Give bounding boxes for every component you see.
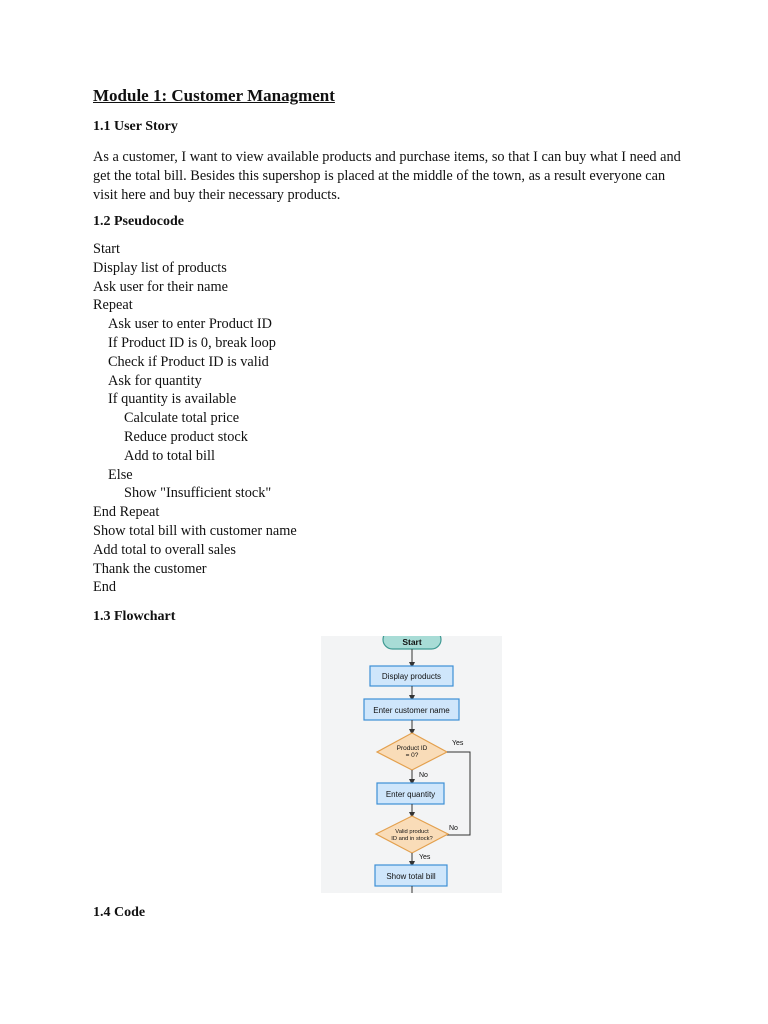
display-products-label: Display products (381, 672, 442, 681)
pseudocode-line: Ask user for their name (93, 278, 228, 295)
pseudocode-line: Thank the customer (93, 560, 207, 577)
pseudocode-line: Show "Insufficient stock" (124, 485, 272, 502)
pseudocode-line: End Repeat (93, 504, 160, 521)
pseudocode-line: Calculate total price (124, 410, 240, 427)
decision2-line1: Valid product (395, 829, 429, 835)
pseudocode-line: If Product ID is 0, break loop (108, 334, 276, 351)
yes2-label: Yes (419, 854, 431, 861)
flowchart-heading: 1.3 Flowchart (93, 609, 176, 624)
pseudocode-block (93, 240, 297, 597)
pseudocode-line: Start (93, 241, 121, 257)
pseudocode-line: Ask user to enter Product ID (108, 316, 272, 333)
pseudocode-line: Reduce product stock (124, 428, 248, 445)
pseudocode-line: Ask for quantity (108, 372, 202, 389)
no2-label: No (449, 825, 458, 832)
decision1-line1: Product ID (396, 745, 428, 752)
no1-label: No (419, 772, 428, 779)
pseudocode-line: Add to total bill (124, 447, 215, 464)
user-story-heading: 1.1 User Story (93, 119, 178, 134)
pseudocode-line: End (93, 579, 117, 596)
decision1-line2: = 0? (405, 752, 419, 759)
pseudocode-line: Display list of products (93, 259, 227, 276)
loop-connector (443, 752, 470, 835)
decision2-line2: ID and in stock? (391, 836, 433, 842)
start-label: Start (402, 637, 422, 647)
user-story-text: As a customer, I want to view available products and purchase items, so that I can buy what I need and get the total bill. Besides this supershop is placed at the middle of the town, as a result everyone can visit here and buy their necessary products. (93, 149, 681, 203)
yes1-label: Yes (452, 740, 464, 747)
show-bill-label: Show total bill (386, 872, 436, 881)
flowchart-diagram (321, 636, 502, 893)
enter-name-label: Enter customer name (373, 706, 450, 715)
enter-quantity-label: Enter quantity (385, 790, 436, 799)
code-heading: 1.4 Code (93, 905, 146, 920)
pseudocode-line: Add total to overall sales (93, 541, 236, 558)
module-title: Module 1: Customer Managment (93, 86, 335, 105)
pseudocode-line: Check if Product ID is valid (108, 353, 269, 370)
pseudocode-line: Else (108, 466, 133, 483)
pseudocode-line: Show total bill with customer name (93, 522, 297, 539)
pseudocode-line: Repeat (93, 297, 133, 314)
pseudocode-line: If quantity is available (108, 391, 237, 408)
pseudocode-heading: 1.2 Pseudocode (93, 214, 184, 229)
flowchart-figure (321, 636, 502, 893)
